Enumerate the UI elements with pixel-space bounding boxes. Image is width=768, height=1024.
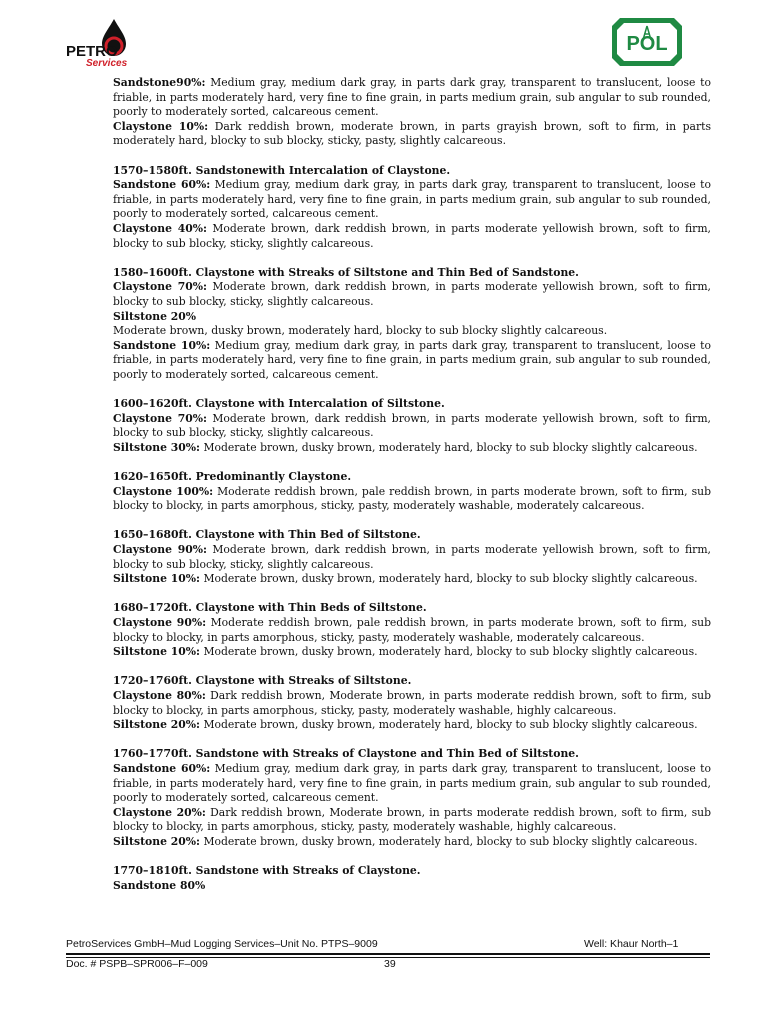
lithology-paragraph <box>113 76 711 120</box>
depth-interval-heading: 1720–1760ft. Claystone with Streaks of Siltstone. <box>113 674 412 688</box>
lithology-paragraph <box>113 689 711 718</box>
lithology-paragraph <box>113 762 711 806</box>
lithology-section <box>113 470 711 514</box>
lithology-paragraph <box>113 339 711 383</box>
lithology-paragraph <box>113 718 711 733</box>
services-logo-text: Services <box>86 58 128 68</box>
lithology-label: Sandstone90%: <box>113 76 206 89</box>
lithology-label: Claystone 100%: <box>113 484 214 498</box>
lithology-label: Sandstone 80% <box>113 878 206 892</box>
lithology-text: Medium gray, medium dark gray, in parts dark gray, transparent to translucent, loose to friable, in parts moderately hard, very fine to fine grain, in parts medium grain, sub angular to sub rounded, poorly to moderately sorted, calcareous cement. <box>113 76 711 119</box>
footer-well: Well: Khaur North–1 <box>584 938 679 950</box>
lithology-paragraph <box>113 485 711 514</box>
lithology-text: Medium gray, medium dark gray, in parts dark gray, transparent to translucent, loose to friable, in parts moderately hard, very fine to fine grain, in parts medium grain, sub angular to sub rounded, poorly to moderately sorted, calcareous cement. <box>113 338 711 381</box>
lithology-paragraph <box>113 280 711 309</box>
lithology-label: Siltstone 10%: <box>113 645 201 659</box>
lithology-label: Claystone 70%: <box>113 280 207 294</box>
lithology-paragraph <box>113 222 711 251</box>
lithology-label: Sandstone 60%: <box>113 178 211 192</box>
lithology-label: Claystone 90%: <box>113 543 207 556</box>
lithology-label: Siltstone 10%: <box>113 572 201 586</box>
page-number: 39 <box>384 958 396 970</box>
lithology-section <box>113 864 711 893</box>
lithology-text: Moderate reddish brown, pale reddish brown, in parts moderate brown, soft to firm, sub blocky to blocky, in parts amorphous, sticky, pasty, moderately washable, moderately calcareous. <box>113 615 712 644</box>
lithology-section <box>113 747 711 849</box>
depth-interval-heading: 1580–1600ft. Claystone with Streaks of Siltstone and Thin Bed of Sandstone. <box>113 265 579 279</box>
lithology-label: Siltstone 20%: <box>113 834 201 848</box>
lithology-text: Dark reddish brown, Moderate brown, in parts moderate reddish brown, soft to firm, sub blocky to blocky, in parts amorphous, sticky, pasty, moderately washable, highly calcareous. <box>113 805 711 834</box>
lithology-label: Claystone 20%: <box>113 805 206 819</box>
depth-interval-heading: 1680–1720ft. Claystone with Thin Beds of Siltstone. <box>113 601 427 615</box>
lithology-label: Claystone 70%: <box>113 411 207 425</box>
lithology-paragraph <box>113 441 711 456</box>
footer-doc-number: Doc. # PSPB–SPR006–F–009 <box>66 958 208 970</box>
lithology-section <box>113 164 711 252</box>
lithology-paragraph <box>113 616 711 645</box>
lithology-section <box>113 76 711 149</box>
footer-divider <box>66 953 710 955</box>
lithology-paragraph <box>113 310 711 325</box>
lithology-paragraph <box>113 324 711 339</box>
lithology-text: Moderate brown, dusky brown, moderately hard, blocky to sub blocky slightly calcareous. <box>200 572 698 586</box>
lithology-label: Claystone 80%: <box>113 688 206 702</box>
lithology-label: Claystone 90%: <box>113 615 207 629</box>
lithology-paragraph <box>113 879 711 894</box>
lithology-label: Siltstone 30%: <box>113 440 201 454</box>
lithology-label: Siltstone 20%: <box>113 718 201 732</box>
lithology-text: Dark reddish brown, Moderate brown, in parts moderate reddish brown, soft to firm, sub blocky to blocky, in parts amorphous, sticky, pasty, moderately washable, highly calcareous. <box>113 688 711 717</box>
lithology-text: Moderate brown, dusky brown, moderately hard, blocky to sub blocky slightly calcareous. <box>200 834 698 848</box>
lithology-paragraph <box>113 120 711 149</box>
lithology-paragraph <box>113 543 711 572</box>
depth-interval-heading: 1650–1680ft. Claystone with Thin Bed of Siltstone. <box>113 528 421 542</box>
lithology-label: Claystone 10%: <box>113 119 209 133</box>
lithology-paragraph <box>113 835 711 850</box>
lithology-label: Claystone 40%: <box>113 221 207 235</box>
lithology-paragraph <box>113 572 711 587</box>
depth-interval-heading: 1600–1620ft. Claystone with Intercalation of Siltstone. <box>113 397 445 411</box>
lithology-label: Sandstone 60%: <box>113 761 211 775</box>
lithology-label: Siltstone 20% <box>113 309 197 323</box>
lithology-section <box>113 674 711 732</box>
lithology-section <box>113 601 711 659</box>
lithology-text: Moderate brown, dusky brown, moderately hard, blocky to sub blocky slightly calcareous. <box>113 324 608 338</box>
lithology-section <box>113 266 711 383</box>
lithology-text: Moderate reddish brown, pale reddish brown, in parts moderate brown, soft to firm, sub blocky to blocky, in parts amorphous, sticky, pasty, moderately washable, moderately calcareous. <box>113 484 711 513</box>
lithology-text: Moderate brown, dusky brown, moderately hard, blocky to sub blocky slightly calcareous. <box>200 440 698 454</box>
lithology-text: Moderate brown, dark reddish brown, in parts moderate yellowish brown, soft to firm, blocky to sub blocky, sticky, slightly calcareous. <box>113 221 711 250</box>
depth-interval-heading: 1770–1810ft. Sandstone with Streaks of Claystone. <box>113 864 421 878</box>
lithology-description <box>113 76 711 908</box>
lithology-text: Moderate brown, dark reddish brown, in parts moderate yellowish brown, soft to firm, blocky to sub blocky, sticky, slightly calcareous. <box>113 411 711 440</box>
pol-logo-text: POL <box>626 33 668 55</box>
lithology-section <box>113 397 711 455</box>
lithology-paragraph <box>113 412 711 441</box>
lithology-paragraph <box>113 806 711 835</box>
lithology-text: Moderate brown, dark reddish brown, in parts moderate yellowish brown, soft to firm, blocky to sub blocky, sticky, slightly calcareous. <box>113 543 711 571</box>
depth-interval-heading: 1620–1650ft. Predominantly Claystone. <box>113 470 352 484</box>
lithology-text: Moderate brown, dark reddish brown, in parts moderate yellowish brown, soft to firm, blocky to sub blocky, sticky, slightly calcareous. <box>113 280 711 308</box>
petro-logo-text: PETRO <box>66 43 118 60</box>
lithology-section <box>113 528 711 586</box>
lithology-text: Moderate brown, dusky brown, moderately hard, blocky to sub blocky slightly calcareous. <box>200 645 698 659</box>
lithology-text: Medium gray, medium dark gray, in parts dark gray, transparent to translucent, loose to friable, in parts moderately hard, very fine to fine grain, in parts medium grain, sub angular to sub rounded, poorly to moderately sorted, calcareous cement. <box>113 178 711 221</box>
depth-interval-heading: 1760–1770ft. Sandstone with Streaks of Claystone and Thin Bed of Siltstone. <box>113 747 579 761</box>
lithology-label: Sandstone 10%: <box>113 338 211 352</box>
lithology-text: Dark reddish brown, moderate brown, in parts grayish brown, soft to firm, in parts moderately hard, blocky to sub blocky, sticky, pasty, slightly calcareous. <box>113 119 712 148</box>
depth-interval-heading: 1570–1580ft. Sandstonewith Intercalation of Claystone. <box>113 163 451 177</box>
lithology-text: Medium gray, medium dark gray, in parts dark gray, transparent to translucent, loose to friable, in parts moderately hard, very fine to fine grain, in parts medium grain, sub angular to sub rounded, poorly to moderately sorted, calcareous cement. <box>113 761 711 805</box>
lithology-paragraph <box>113 645 711 660</box>
footer-company: PetroServices GmbH–Mud Logging Services–Unit No. PTPS–9009 <box>66 938 378 950</box>
pol-logo <box>612 18 682 66</box>
lithology-paragraph <box>113 178 711 222</box>
lithology-text: Moderate brown, dusky brown, moderately hard, blocky to sub blocky slightly calcareous. <box>200 718 698 732</box>
petroservices-logo <box>64 16 144 68</box>
